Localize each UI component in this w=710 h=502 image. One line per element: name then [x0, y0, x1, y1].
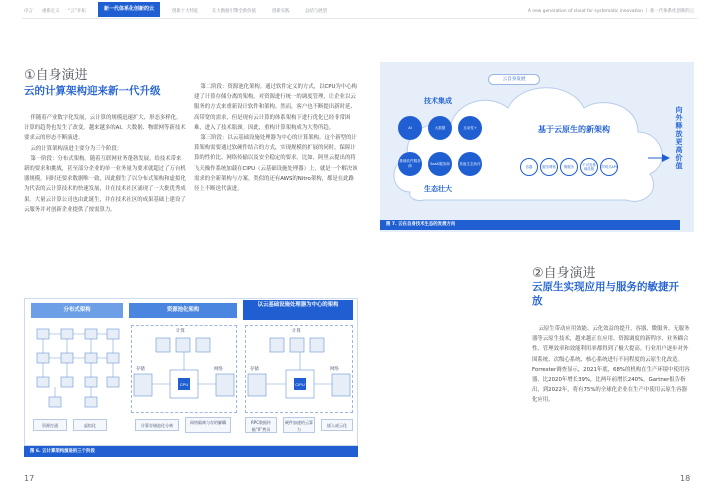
bigdata-circle: 大数据 — [428, 116, 452, 140]
nav-item[interactable]: 序言 — [24, 9, 33, 14]
figure-caption: 图 7. 云在自身技术生态的发展方向 — [380, 220, 680, 230]
nav-divider — [22, 18, 697, 19]
virtualization-box: 虚拟化 — [73, 419, 107, 431]
page-number: 17 — [24, 474, 35, 483]
paragraph: 云的计算架构演进主要分为三个阶段： — [30, 145, 123, 152]
figure-stage-2-title: 资源池化架构 — [129, 303, 237, 318]
section-label: 自身演进 — [35, 68, 88, 83]
cipu-panel — [245, 325, 353, 413]
compute-label: 计算 — [176, 329, 185, 334]
pooling-box: 计算存储池化分离 — [135, 419, 179, 431]
cipu-diagram — [246, 334, 352, 412]
figure-stage-1-title: 分布式架构 — [31, 303, 123, 318]
network-label: 网络 — [214, 367, 223, 372]
section-number: ② — [532, 266, 544, 281]
partners-circle: 其他生态伙伴 — [458, 152, 482, 176]
nav-tagline: A new generation of cloud for systematic innovation 丨 新一代体系化创新的云 — [527, 9, 694, 14]
resource-pool-diagram — [132, 334, 236, 412]
nav-item[interactable]: 创新十大特征 — [172, 9, 199, 14]
cloud-development-figure — [380, 62, 694, 232]
paragraph: 第三阶段：以云基础设施处理器为中心的计算架构。这个新型的计算架构需要通过软硬件结合的方式，实现规模的扩展的同时，保障计算的性价比、网络传输以及安全稳定的要求。比如，阿里云提出的将飞天操作系统加载在CIPU（云基础设施处理器）上，就是一个解决该需求的全新架构与方案。类似的还有AWS的Nitro架构，都是在此路径上不断迭代演进。 — [194, 135, 358, 193]
ecosystem-label: 生态壮大 — [424, 185, 452, 193]
svg-text:CIPU: CIPU — [295, 382, 305, 387]
nav-item[interactable]: “云”开拓 — [68, 9, 86, 14]
text-column-1 — [24, 113, 186, 215]
svg-text:CPU: CPU — [179, 382, 189, 387]
nav-item-active[interactable]: 新一代体系化创新的云 — [98, 2, 160, 17]
section-title — [532, 262, 596, 281]
figure-stage-3-title: 以云基础设施处理器为中心的架构 — [243, 300, 353, 320]
network-label: 网络 — [330, 367, 339, 372]
hw-accel-box: 硬件加速的云算力 — [283, 417, 315, 433]
paragraph: 伴随着产业数字化发展，云计算的规模迅速扩大、形态多样化。计算的趋势也发生了改变，越来越多的AI、大数据、物联网等新技术要求云的形态不断演进。 — [24, 115, 186, 142]
section-number: ① — [24, 68, 36, 83]
page-heading: 云原生实现应用与服务的敏捷开放 — [532, 281, 679, 307]
storage-label: 存储 — [136, 367, 145, 372]
ai-circle: AI — [398, 116, 422, 140]
rpc-box: RPC数据传输“0”拷贝 — [245, 417, 277, 433]
service-mesh-circle: 服务网格 — [540, 158, 558, 176]
new-architecture-label: 基于云原生的新架构 — [538, 125, 610, 134]
release-value-label: 向外释放更高价值 — [675, 106, 683, 170]
nav-item[interactable]: 重新定义 — [42, 9, 60, 14]
server-grid-diagram — [33, 323, 123, 413]
section-title — [24, 64, 88, 83]
compute-label: 计算 — [292, 329, 301, 334]
plugin-box: 插入或云化 — [321, 419, 353, 431]
paragraph: 第一阶段：分布式架构。随着互联网业务蓬勃发展，给技术带来新的要求和挑战，甚至部分企业的单一业务量为要求就超过了万台机器规模，同时还要求数据唯一致，因此催生了以分布式架构和虚拟化为代表的云计算技术的快速发展，并在技术社区涌现了一大批优秀成果。大量云计算公司也由此诞生，并在技术社区的成果基础上建设了云服务并对创新企业提供了按需算力。 — [24, 155, 186, 213]
interactive-circle: 互动性+ — [458, 116, 482, 140]
resource-pool-panel — [131, 325, 237, 413]
figure-caption: 图 6. 云计算架构演进的三个阶段 — [24, 446, 358, 457]
resource-connect-box: 资源打通 — [33, 419, 67, 431]
microservice-circle: 微服务 — [560, 158, 578, 176]
container-circle: 容器 — [520, 158, 538, 176]
nav-item[interactable]: 在大数据引擎全新价值 — [212, 9, 256, 14]
immutable-infra-circle: 不可变基础设施 — [580, 158, 598, 176]
tech-integration-label: 技术集成 — [424, 97, 452, 105]
section-label: 自身演进 — [543, 266, 596, 281]
nav-item[interactable]: 总结与展望 — [305, 9, 327, 14]
cloud-shape — [380, 62, 694, 232]
page-number: 18 — [680, 474, 691, 483]
top-nav — [0, 0, 710, 24]
page-heading: 云的计算架构迎来新一代升级 — [24, 85, 161, 97]
nav-item[interactable]: 创新实践 — [272, 9, 290, 14]
storage-label: 存储 — [250, 367, 259, 372]
paragraph: 第二阶段：资源池化架构。通过软件定义的方式，以CPU为中心构建了计算存储分离的架构，对资源进行统一的调度管理，让企业以云服务的方式来重新设计软件和架构。然而，客户也不断提出新时延、高带宽的需求，但是现有云计算的体系架构下进行优化已经非常困难，进入了技术瓶颈。因此，重构计算架构成为大势所趋。 — [194, 84, 357, 131]
architecture-figure — [24, 298, 358, 446]
text-column-2 — [194, 82, 358, 194]
cloud-title: 云自身发展 — [488, 74, 540, 85]
declarative-api-circle: 声明式API — [600, 158, 618, 176]
network-decouple-box: 网络隔离与存的解耦 — [185, 417, 231, 433]
saas-circle: SaaS服务商 — [428, 152, 452, 176]
paragraph: 云原生带动应用效能、云化效益的提升，容器、微服务、无服务器等云原生技术，越来越正在应用、资源调度的新程序、业务耦合性、管理效率和效能利用率都得到了极大提高。行业用户逐步对外围系统、次级心系统、核心系统进行不同程度的云原生化改造。Forrester调查显示，2021年底，68%的机构在生产环境中使用容器，比2020年增长39%，比两年前增长240%。Gartner报告指出，到2022年，将有75%的全球化企业在生产中使用云原生容器化应用。 — [532, 326, 690, 404]
basic-software-circle: 基础软件服务商 — [398, 152, 422, 176]
